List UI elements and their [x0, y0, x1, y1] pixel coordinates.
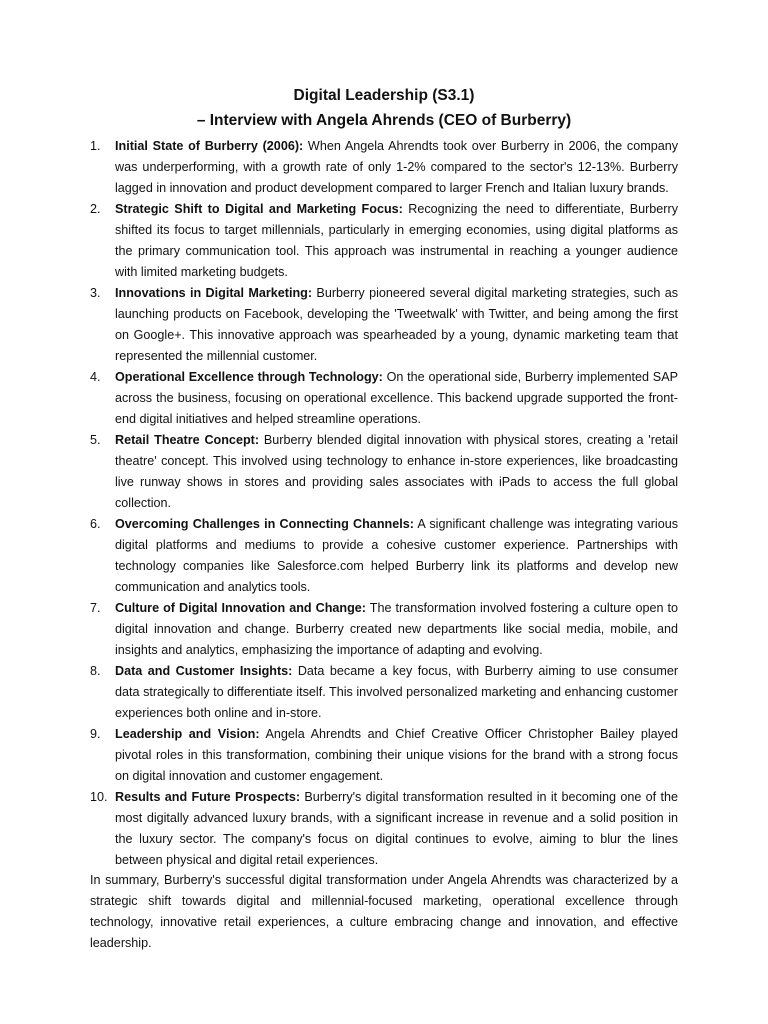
list-item — [90, 598, 678, 661]
list-item-text: When Angela Ahrendts took over Burberry in 2006, the company was underperforming, with a growth rate of only 1-2% compared to the sector's 12-13%. Burberry lagged in innovation and product development compared to larger French and Italian luxury brands. — [115, 139, 678, 195]
list-item-number: 6. — [90, 517, 101, 531]
list-item-number: 10. — [90, 790, 108, 804]
list-item-number: 5. — [90, 433, 101, 447]
list-item-heading: Culture of Digital Innovation and Change: — [115, 601, 366, 615]
list-item-number: 3. — [90, 286, 101, 300]
list-item-heading: Innovations in Digital Marketing: — [115, 286, 313, 300]
list-item — [90, 661, 678, 724]
list-item-text: The transformation involved fostering a culture open to digital innovation and change. Burberry created new departments like social media, mobile, and insights and analytics, emphasizing the importance of adapting and evolving. — [115, 601, 678, 657]
list-item-number: 1. — [90, 139, 101, 153]
list-item — [90, 724, 678, 787]
list-item-number: 7. — [90, 601, 101, 615]
list-item-number: 4. — [90, 370, 101, 384]
document-subtitle: – Interview with Angela Ahrends (CEO of Burberry) — [196, 112, 572, 129]
list-item-heading: Overcoming Challenges in Connecting Channels: — [115, 517, 414, 531]
list-item-heading: Strategic Shift to Digital and Marketing Focus: — [115, 202, 403, 216]
list-item-heading: Retail Theatre Concept: — [115, 433, 260, 447]
list-item-text: Burberry's digital transformation resulted in it becoming one of the most digitally advanced luxury brands, with a significant increase in revenue and a solid position in the luxury sector. The company's focus on digital continues to evolve, aiming to blur the lines between physical and digital retail experiences. — [115, 790, 678, 867]
list-item-number: 2. — [90, 202, 101, 216]
list-item-text: Data became a key focus, with Burberry aiming to use consumer data strategically to differentiate itself. This involved personalized marketing and enhancing customer experiences both online and in-store. — [115, 664, 679, 720]
list-item-text: Burberry blended digital innovation with physical stores, creating a 'retail theatre' concept. This involved using technology to enhance in-store experiences, like broadcasting live runway shows in stores and providing sales associates with iPads to access the full global collection. — [115, 433, 678, 510]
list-item-heading: Data and Customer Insights: — [115, 664, 293, 678]
list-item-number: 9. — [90, 727, 101, 741]
list-item-heading: Results and Future Prospects: — [115, 790, 301, 804]
list-item-text: A significant challenge was integrating various digital platforms and mediums to provide a cohesive customer experience. Partnerships with technology companies like Salesforce.com helped Burberry link its platforms and develop new communication and analytics tools. — [115, 517, 678, 594]
list-item-heading: Leadership and Vision: — [115, 727, 260, 741]
list-item — [90, 199, 678, 283]
list-item-text: Burberry pioneered several digital marketing strategies, such as launching products on Facebook, developing the 'Tweetwalk' with Twitter, and being among the first on Google+. This innovative approach was spearheaded by a young, dynamic marketing team that represented the millennial customer. — [115, 286, 678, 363]
list-item-text: On the operational side, Burberry implemented SAP across the business, focusing on operational excellence. This backend upgrade supported the front-end digital initiatives and helped streamline operations. — [115, 370, 678, 426]
list-item-heading: Initial State of Burberry (2006): — [115, 139, 304, 153]
document-title: Digital Leadership (S3.1) — [293, 87, 475, 104]
list-item-heading: Operational Excellence through Technology: — [115, 370, 383, 384]
list-item — [90, 787, 678, 871]
list-item — [90, 367, 678, 430]
list-item — [90, 430, 678, 514]
key-points-list — [90, 136, 678, 871]
list-item-text: Recognizing the need to differentiate, Burberry shifted its focus to target millennials, particularly in emerging economies, using digital platforms as the primary communication tool. This approach was instrumental in reaching a younger audience with limited marketing budgets. — [115, 202, 678, 279]
list-item-number: 8. — [90, 664, 101, 678]
list-item — [90, 514, 678, 598]
summary-paragraph: In summary, Burberry's successful digital transformation under Angela Ahrendts was characterized by a strategic shift towards digital and millennial-focused marketing, operational excellence through technology, innovative retail experiences, a culture embracing change and innovation, and effective leadership. — [90, 873, 678, 950]
list-item — [90, 136, 678, 199]
list-item-text: Angela Ahrendts and Chief Creative Officer Christopher Bailey played pivotal roles in this transformation, combining their unique visions for the brand with a strong focus on digital innovation and customer engagement. — [115, 727, 678, 783]
list-item — [90, 283, 678, 367]
